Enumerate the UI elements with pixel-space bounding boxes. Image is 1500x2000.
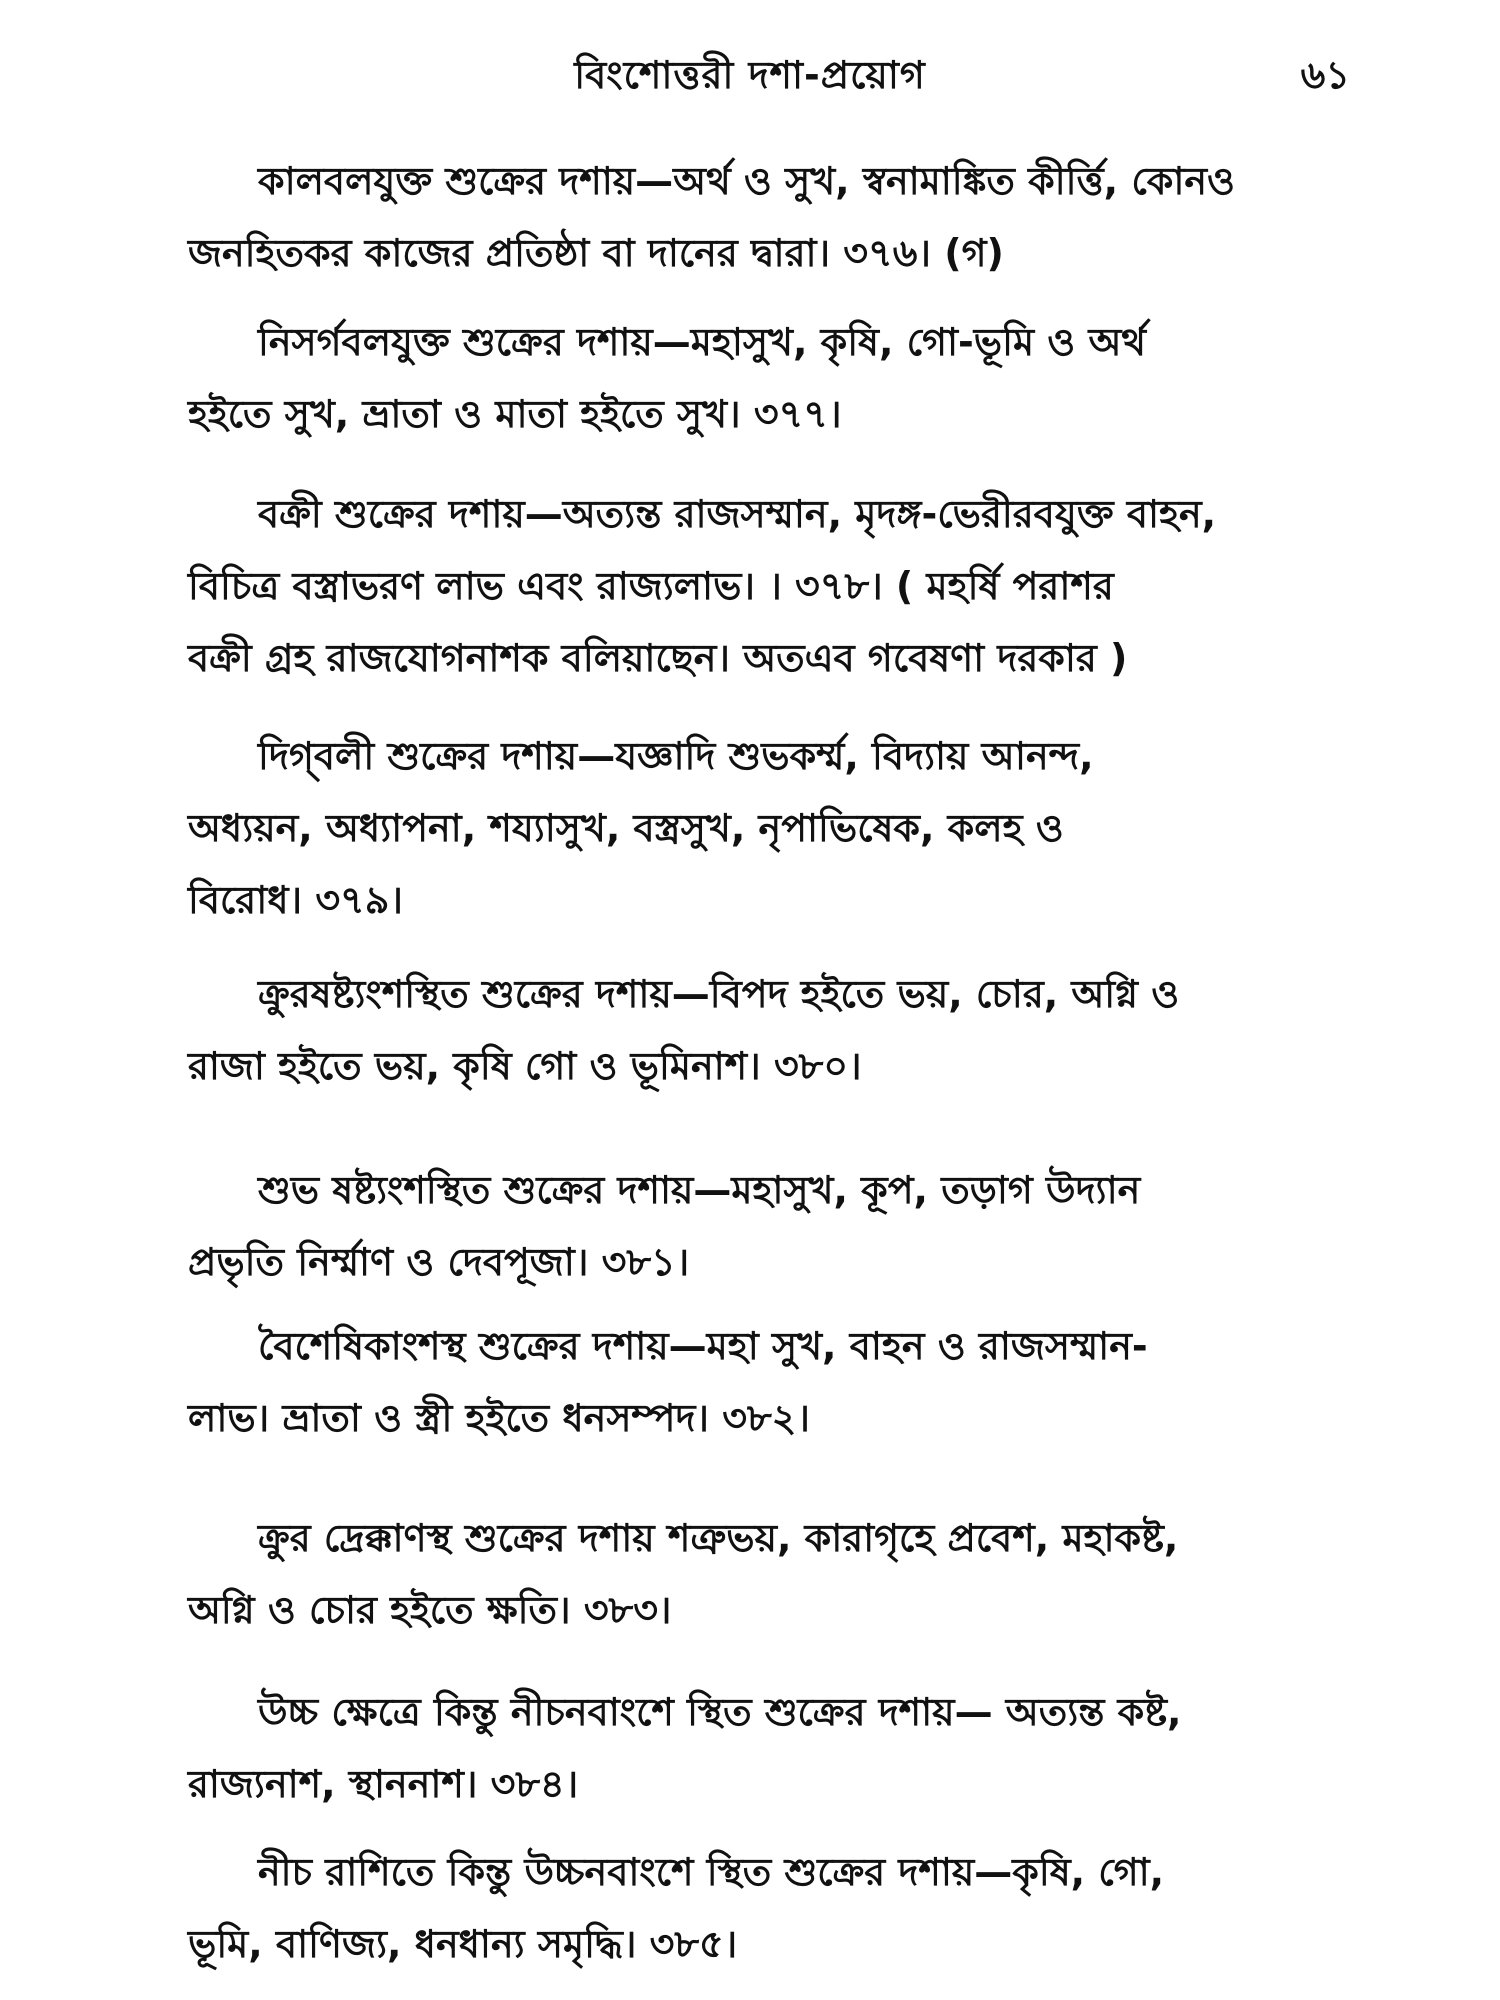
text-line: বিচিত্র বস্ত্রাভরণ লাভ এবং রাজ্যলাভ। । ৩৭৮। ( মহর্ষি পরাশর: [188, 564, 1114, 608]
text-line: নিসর্গবলযুক্ত শুক্রের দশায়—মহাসুখ, কৃষি, গো-ভূমি ও অর্থ: [258, 320, 1147, 364]
paragraph-380: [188, 958, 1328, 1102]
text-line: কালবলযুক্ত শুক্রের দশায়—অর্থ ও সুখ, স্বনামাঙ্কিত কীর্ত্তি, কোনও: [258, 159, 1235, 203]
text-line: হইতে সুখ, ভ্রাতা ও মাতা হইতে সুখ। ৩৭৭।: [188, 392, 842, 436]
text-line: দিগ্‌বলী শুক্রের দশায়—যজ্ঞাদি শুভকর্ম্ম, বিদ্যায় আনন্দ,: [258, 734, 1094, 778]
text-line: অগ্নি ও চোর হইতে ক্ষতি। ৩৮৩।: [188, 1588, 672, 1632]
page-title: বিংশোত্তরী দশা-প্রয়োগ: [574, 53, 926, 97]
text-line: বক্রী শুক্রের দশায়—অত্যন্ত রাজসম্মান, মৃদঙ্গ-ভেরীরবযুক্ত বাহন,: [258, 492, 1217, 536]
paragraph-378: [188, 478, 1328, 694]
text-line: জনহিতকর কাজের প্রতিষ্ঠা বা দানের দ্বারা। ৩৭৬। (গ): [188, 231, 1004, 275]
paragraph-377: [188, 306, 1328, 450]
paragraph-376: [188, 145, 1328, 289]
text-line: ভূমি, বাণিজ্য, ধনধান্য সমৃদ্ধি। ৩৮৫।: [188, 1922, 738, 1966]
text-line: শুভ ষষ্ট্যংশস্থিত শুক্রের দশায়—মহাসুখ, কূপ, তড়াগ উদ্যান: [258, 1168, 1141, 1212]
text-line: নীচ রাশিতে কিন্তু উচ্চনবাংশে স্থিত শুক্রের দশায়—কৃষি, গো,: [258, 1850, 1165, 1894]
paragraph-382: [188, 1310, 1328, 1454]
paragraph-381: [188, 1154, 1328, 1298]
text-line: বৈশেষিকাংশস্থ শুক্রের দশায়—মহা সুখ, বাহন ও রাজসম্মান-: [258, 1324, 1148, 1368]
text-line: রাজা হইতে ভয়, কৃষি গো ও ভূমিনাশ। ৩৮০।: [188, 1044, 862, 1088]
text-line: বক্রী গ্রহ রাজযোগনাশক বলিয়াছেন। অতএব গবেষণা দরকার ): [188, 636, 1128, 680]
text-line: প্রভৃতি নির্ম্মাণ ও দেবপূজা। ৩৮১।: [188, 1240, 690, 1284]
paragraph-385: [188, 1836, 1328, 1980]
text-line: ক্রুর দ্রেক্কাণস্থ শুক্রের দশায় শত্রুভয়, কারাগৃহে প্রবেশ, মহাকষ্ট,: [258, 1516, 1179, 1560]
paragraph-383: [188, 1502, 1328, 1646]
text-line: অধ্যয়ন, অধ্যাপনা, শয্যাসুখ, বস্ত্রসুখ, নৃপাভিষেক, কলহ ও: [188, 806, 1064, 850]
text-line: উচ্চ ক্ষেত্রে কিন্তু নীচনবাংশে স্থিত শুক্রের দশায়— অত্যন্ত কষ্ট,: [258, 1690, 1182, 1734]
page-number: ৬১: [1300, 53, 1350, 97]
text-line: লাভ। ভ্রাতা ও স্ত্রী হইতে ধনসম্পদ। ৩৮২।: [188, 1396, 810, 1440]
paragraph-384: [188, 1676, 1328, 1820]
text-line: বিরোধ। ৩৭৯।: [188, 878, 403, 922]
paragraph-379: [188, 720, 1328, 936]
text-line: ক্রুরষষ্ট্যংশস্থিত শুক্রের দশায়—বিপদ হইতে ভয়, চোর, অগ্নি ও: [258, 972, 1180, 1016]
text-line: রাজ্যনাশ, স্থাননাশ। ৩৮৪।: [188, 1762, 579, 1806]
